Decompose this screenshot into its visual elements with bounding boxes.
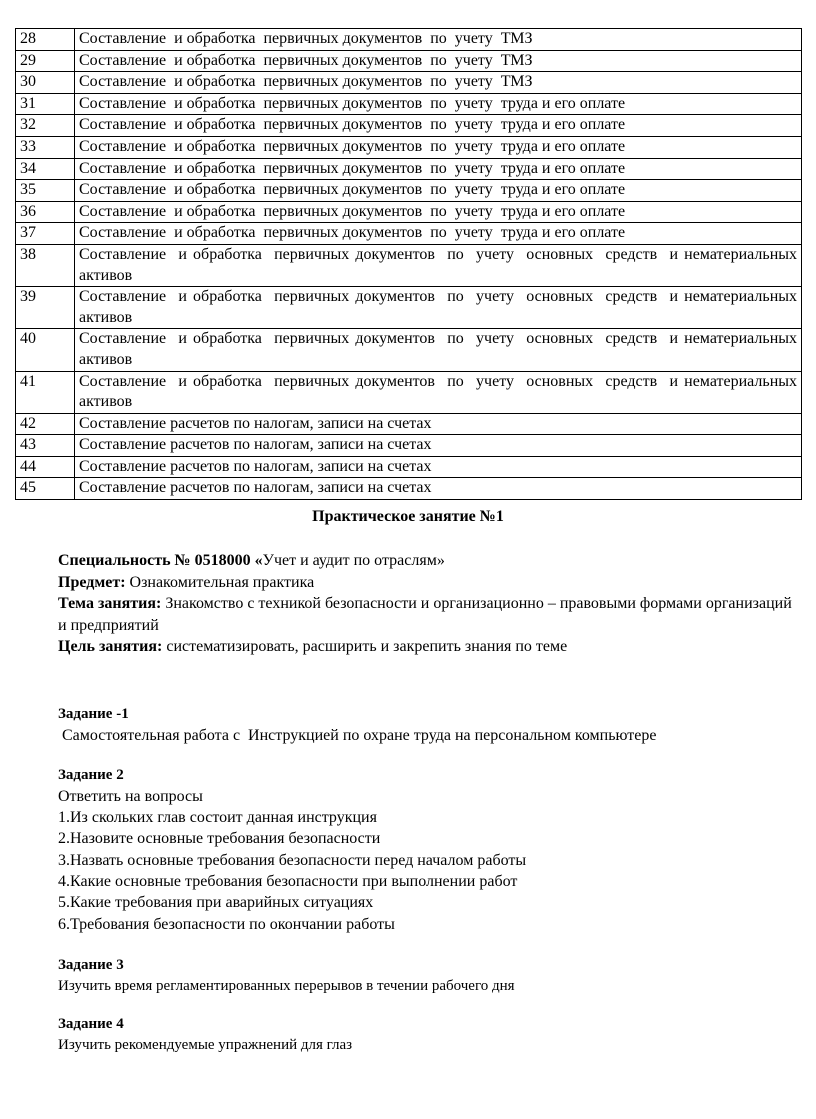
table-row bbox=[16, 180, 802, 202]
row-number: 40 bbox=[16, 329, 75, 371]
topic-label: Тема занятия: bbox=[58, 595, 162, 612]
task-2-question: 3.Назвать основные требования безопасности перед началом работы bbox=[58, 851, 527, 869]
table-row bbox=[16, 136, 802, 158]
table-row bbox=[16, 93, 802, 115]
task-1 bbox=[58, 704, 798, 746]
row-topic: Составление расчетов по налогам, записи на счетах bbox=[75, 456, 802, 478]
row-number: 38 bbox=[16, 244, 75, 286]
topic-value: Знакомство с техникой безопасности и организационно – правовыми формами организаций и предприятий bbox=[58, 595, 792, 634]
row-number: 28 bbox=[16, 29, 75, 51]
subject-label: Предмет: bbox=[58, 573, 126, 591]
task-2-question: 2.Назовите основные требования безопасности bbox=[58, 830, 381, 848]
subject-value: Ознакомительная практика bbox=[125, 573, 315, 591]
row-topic: Составление и обработка первичных документов по учету труда и его оплате bbox=[75, 158, 802, 180]
subject-line bbox=[58, 572, 798, 594]
row-topic: Составление и обработка первичных документов по учету труда и его оплате bbox=[75, 201, 802, 223]
lesson-info bbox=[58, 550, 798, 658]
specialty-label: Специальность № 0518000 « bbox=[58, 552, 263, 569]
task-4-heading: Задание 4 bbox=[58, 1015, 124, 1032]
row-number: 33 bbox=[16, 136, 75, 158]
row-topic: Составление и обработка первичных документов по учету ТМЗ bbox=[75, 72, 802, 94]
table-row bbox=[16, 50, 802, 72]
row-topic: Составление расчетов по налогам, записи на счетах bbox=[75, 478, 802, 500]
row-number: 32 bbox=[16, 115, 75, 137]
table-row bbox=[16, 158, 802, 180]
practical-lesson bbox=[58, 506, 798, 1055]
task-3-text: Изучить время регламентированных перерывов в течении рабочего дня bbox=[58, 977, 515, 994]
task-2-question: 5.Какие требования при аварийных ситуациях bbox=[58, 894, 374, 912]
table-row bbox=[16, 371, 802, 413]
topics-table bbox=[15, 28, 802, 500]
table-row bbox=[16, 115, 802, 137]
table-row bbox=[16, 478, 802, 500]
goal-line bbox=[58, 636, 798, 658]
row-topic: Составление и обработка первичных документов по учету основных средств и нематериальных активов bbox=[75, 371, 802, 413]
row-number: 30 bbox=[16, 72, 75, 94]
row-topic: Составление и обработка первичных документов по учету труда и его оплате bbox=[75, 223, 802, 245]
task-3-heading: Задание 3 bbox=[58, 956, 124, 973]
row-number: 34 bbox=[16, 158, 75, 180]
row-number: 45 bbox=[16, 478, 75, 500]
table-row bbox=[16, 72, 802, 94]
table-row bbox=[16, 413, 802, 435]
row-topic: Составление и обработка первичных документов по учету труда и его оплате bbox=[75, 136, 802, 158]
table-row bbox=[16, 29, 802, 51]
table-row bbox=[16, 456, 802, 478]
row-number: 29 bbox=[16, 50, 75, 72]
table-row bbox=[16, 329, 802, 371]
task-3 bbox=[58, 955, 798, 996]
row-number: 42 bbox=[16, 413, 75, 435]
row-topic: Составление расчетов по налогам, записи на счетах bbox=[75, 413, 802, 435]
row-topic: Составление расчетов по налогам, записи на счетах bbox=[75, 435, 802, 457]
task-2-intro: Ответить на вопросы bbox=[58, 787, 203, 805]
row-number: 43 bbox=[16, 435, 75, 457]
row-topic: Составление и обработка первичных документов по учету труда и его оплате bbox=[75, 93, 802, 115]
task-4-text: Изучить рекомендуемые упражнений для глаз bbox=[58, 1036, 353, 1053]
topic-line bbox=[58, 593, 798, 636]
row-topic: Составление и обработка первичных документов по учету основных средств и нематериальных активов bbox=[75, 287, 802, 329]
row-number: 39 bbox=[16, 287, 75, 329]
goal-label: Цель занятия: bbox=[58, 638, 163, 655]
row-number: 36 bbox=[16, 201, 75, 223]
row-topic: Составление и обработка первичных документов по учету труда и его оплате bbox=[75, 115, 802, 137]
task-2-heading: Задание 2 bbox=[58, 766, 124, 783]
table-row bbox=[16, 201, 802, 223]
task-1-text: Самостоятельная работа с Инструкцией по охране труда на персональном компьютере bbox=[58, 726, 657, 744]
row-number: 37 bbox=[16, 223, 75, 245]
table-row bbox=[16, 244, 802, 286]
specialty-line bbox=[58, 550, 798, 572]
specialty-value: Учет и аудит по отраслям» bbox=[262, 552, 445, 569]
task-2 bbox=[58, 765, 798, 935]
table-row bbox=[16, 287, 802, 329]
task-2-question: 4.Какие основные требования безопасности при выполнении работ bbox=[58, 872, 518, 890]
table-row bbox=[16, 223, 802, 245]
row-topic: Составление и обработка первичных документов по учету труда и его оплате bbox=[75, 180, 802, 202]
goal-value: систематизировать, расширить и закрепить знания по теме bbox=[162, 638, 568, 655]
task-2-question: 1.Из скольких глав состоит данная инструкция bbox=[58, 809, 377, 827]
row-topic: Составление и обработка первичных документов по учету основных средств и нематериальных активов bbox=[75, 244, 802, 286]
row-topic: Составление и обработка первичных документов по учету ТМЗ bbox=[75, 29, 802, 51]
page-title: Практическое занятие №1 bbox=[312, 508, 504, 525]
row-number: 35 bbox=[16, 180, 75, 202]
row-topic: Составление и обработка первичных документов по учету ТМЗ bbox=[75, 50, 802, 72]
task-2-question: 6.Требования безопасности по окончании работы bbox=[58, 915, 395, 933]
task-1-heading: Задание -1 bbox=[58, 705, 129, 722]
task-4 bbox=[58, 1014, 798, 1055]
row-number: 41 bbox=[16, 371, 75, 413]
row-number: 31 bbox=[16, 93, 75, 115]
table-row bbox=[16, 435, 802, 457]
row-number: 44 bbox=[16, 456, 75, 478]
topics-table-body bbox=[16, 29, 802, 500]
row-topic: Составление и обработка первичных документов по учету основных средств и нематериальных активов bbox=[75, 329, 802, 371]
